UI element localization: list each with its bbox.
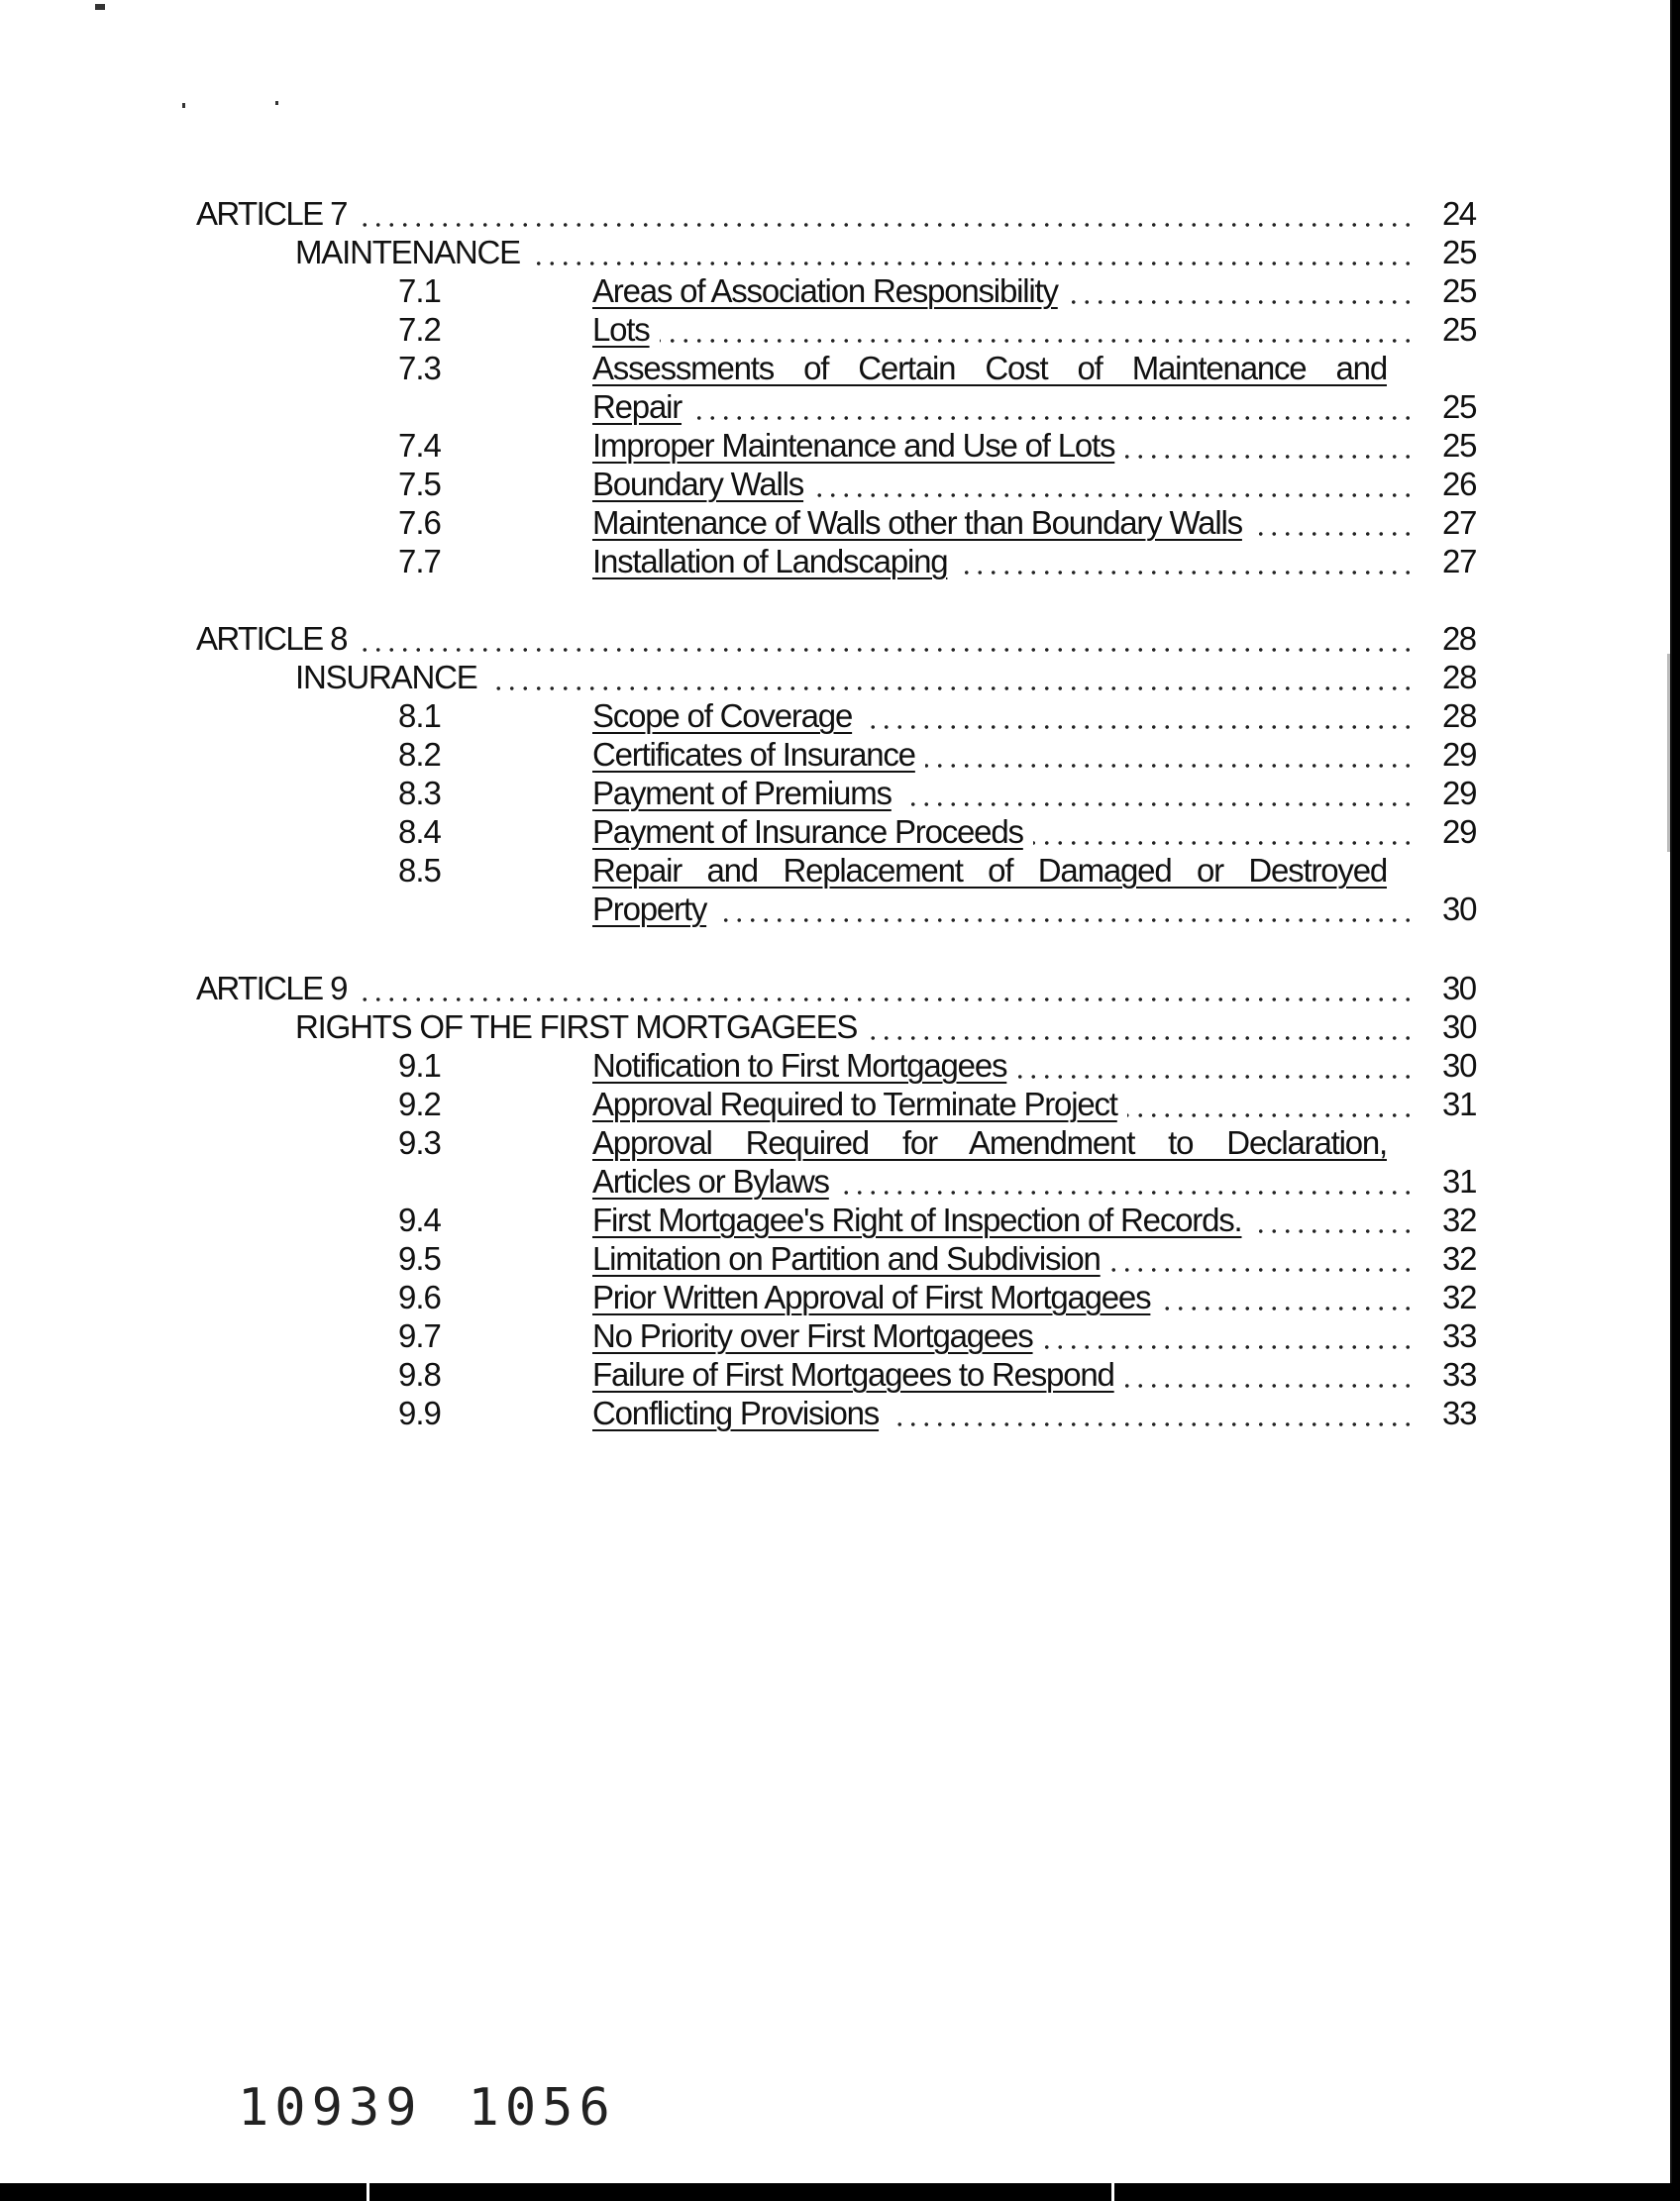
section-title-label: Approval Required to Terminate Project: [592, 1086, 1117, 1122]
page-number: 27: [1442, 504, 1477, 541]
section-title-continued: [592, 1162, 1506, 1202]
section-title-label: Assessments of Certain Cost of Maintenance and: [592, 350, 1387, 386]
section-title-continued-label: Property: [592, 891, 707, 927]
dot-leader: [1068, 299, 1415, 305]
section-number: 9.4: [398, 1202, 441, 1238]
file-code-right: 1056: [468, 2078, 616, 2138]
section-title: [592, 735, 1506, 775]
dot-leader: [901, 801, 1415, 807]
article-heading: [196, 969, 1506, 1008]
article-heading: [196, 194, 1506, 234]
dot-leader: [813, 492, 1415, 498]
section-title: [592, 1278, 1506, 1317]
page-number: 29: [1442, 775, 1477, 811]
page-number: 28: [1442, 659, 1477, 695]
page-number: 32: [1442, 1240, 1477, 1277]
scan-tick: [1111, 2183, 1114, 2201]
dot-leader: [1110, 1267, 1415, 1273]
dot-leader: [530, 261, 1415, 266]
section-title: [592, 349, 1387, 388]
section-number: 9.7: [398, 1317, 441, 1354]
dot-leader: [1252, 531, 1415, 537]
article-title-label: RIGHTS OF THE FIRST MORTGAGEES: [295, 1008, 858, 1045]
page-number: 33: [1442, 1356, 1477, 1393]
section-number: 9.9: [398, 1395, 441, 1431]
section-number: 9.3: [398, 1124, 441, 1161]
page-number: 32: [1442, 1279, 1477, 1315]
file-code-left: 10939: [238, 2078, 423, 2138]
page-number: 27: [1442, 543, 1477, 579]
page-number: 25: [1442, 234, 1477, 270]
page-number: 24: [1442, 195, 1476, 232]
section-number: 9.1: [398, 1047, 441, 1084]
section-title: [592, 1355, 1506, 1395]
article-title: [295, 658, 1506, 697]
page-number: 25: [1442, 427, 1477, 464]
section-title: [592, 851, 1387, 891]
dot-leader: [867, 1035, 1415, 1041]
dot-leader: [889, 1421, 1415, 1427]
section-title-label: Failure of First Mortgagees to Respond: [592, 1356, 1114, 1393]
section-number: 8.4: [398, 813, 441, 850]
section-title: [592, 1394, 1506, 1433]
page-number: 31: [1442, 1163, 1477, 1200]
section-number: 8.2: [398, 736, 441, 773]
page-number: 28: [1442, 620, 1476, 657]
section-title-label: Maintenance of Walls other than Boundary Walls: [592, 504, 1242, 541]
article-title-label: INSURANCE: [295, 659, 477, 695]
article-title-label: MAINTENANCE: [295, 234, 520, 270]
section-number: 8.1: [398, 697, 441, 734]
article-heading-label: ARTICLE 8: [196, 620, 347, 657]
dot-leader: [862, 724, 1415, 730]
page-number: 33: [1442, 1395, 1477, 1431]
page-number: 32: [1442, 1202, 1477, 1238]
dot-leader: [1160, 1306, 1415, 1311]
page-number: 33: [1442, 1317, 1477, 1354]
section-title-continued-label: Articles or Bylaws: [592, 1163, 829, 1200]
section-title-label: Certificates of Insurance: [592, 736, 915, 773]
section-title-label: Lots: [592, 311, 650, 348]
page-number: 30: [1442, 1047, 1477, 1084]
section-title: [592, 774, 1506, 813]
section-title-label: Areas of Association Responsibility: [592, 272, 1058, 309]
dot-leader: [660, 338, 1415, 344]
dot-leader: [357, 996, 1415, 1002]
dot-leader: [691, 415, 1415, 421]
dot-leader: [1252, 1228, 1415, 1234]
document-file-number: [238, 2078, 616, 2138]
dot-leader: [839, 1190, 1415, 1196]
dot-leader: [357, 647, 1415, 653]
page-number: 30: [1442, 891, 1477, 927]
section-title-label: Payment of Insurance Proceeds: [592, 813, 1023, 850]
dot-leader: [957, 570, 1415, 576]
section-title-label: Notification to First Mortgagees: [592, 1047, 1007, 1084]
dot-leader: [1124, 454, 1415, 460]
section-number: 7.7: [398, 543, 441, 579]
section-title: [592, 542, 1506, 581]
section-title: [592, 812, 1506, 852]
section-title: [592, 1201, 1506, 1240]
page-number: 25: [1442, 272, 1477, 309]
section-title-continued-label: Repair: [592, 388, 682, 425]
section-title-label: Improper Maintenance and Use of Lots: [592, 427, 1115, 464]
section-number: 8.5: [398, 852, 441, 889]
section-number: 9.2: [398, 1086, 441, 1122]
section-number: 7.5: [398, 466, 441, 502]
page-number: 29: [1442, 736, 1477, 773]
section-title-continued: [592, 890, 1506, 929]
article-heading: [196, 619, 1506, 659]
section-title: [592, 1046, 1506, 1086]
section-number: 7.3: [398, 350, 441, 386]
dot-leader: [1043, 1344, 1415, 1350]
page-number: 30: [1442, 1008, 1477, 1045]
section-number: 7.1: [398, 272, 441, 309]
page-number: 25: [1442, 311, 1477, 348]
scan-border: [0, 2183, 1680, 2201]
section-number: 7.4: [398, 427, 441, 464]
section-title: [592, 1123, 1387, 1163]
page-number: 26: [1442, 466, 1477, 502]
section-number: 8.3: [398, 775, 441, 811]
section-number: 9.8: [398, 1356, 441, 1393]
page-number: 30: [1442, 970, 1476, 1006]
section-number: 9.5: [398, 1240, 441, 1277]
dot-leader: [487, 685, 1415, 691]
page-number: 31: [1442, 1086, 1477, 1122]
section-title-label: Approval Required for Amendment to Declaration,: [592, 1124, 1387, 1161]
section-title: [592, 426, 1506, 466]
section-title-label: No Priority over First Mortgagees: [592, 1317, 1033, 1354]
section-title: [592, 310, 1506, 350]
article-title: [295, 1007, 1506, 1047]
section-title: [592, 1316, 1506, 1356]
section-title-label: Scope of Coverage: [592, 697, 853, 734]
section-title-label: Repair and Replacement of Damaged or Destroyed: [592, 852, 1387, 889]
section-title: [592, 465, 1506, 504]
scan-tick: [367, 2183, 369, 2201]
page-number: 29: [1442, 813, 1477, 850]
dot-leader: [1127, 1112, 1415, 1118]
section-title-continued: [592, 387, 1506, 427]
dot-leader: [925, 763, 1415, 769]
section-title-label: Payment of Premiums: [592, 775, 892, 811]
page-number: 28: [1442, 697, 1477, 734]
section-title-label: Installation of Landscaping: [592, 543, 948, 579]
section-title: [592, 1239, 1506, 1279]
dot-leader: [1033, 840, 1415, 846]
dot-leader: [1124, 1383, 1415, 1389]
section-title-label: Prior Written Approval of First Mortgagees: [592, 1279, 1151, 1315]
section-number: 9.6: [398, 1279, 441, 1315]
section-title-label: First Mortgagee's Right of Inspection of Records.: [592, 1202, 1242, 1238]
page-number: 25: [1442, 388, 1477, 425]
section-title: [592, 696, 1506, 736]
article-heading-label: ARTICLE 7: [196, 195, 347, 232]
section-title-label: Boundary Walls: [592, 466, 804, 502]
section-title-label: Limitation on Partition and Subdivision: [592, 1240, 1101, 1277]
section-title: [592, 271, 1506, 311]
section-title-label: Conflicting Provisions: [592, 1395, 880, 1431]
dot-leader: [716, 917, 1415, 923]
dot-leader: [1016, 1074, 1415, 1080]
article-heading-label: ARTICLE 9: [196, 970, 347, 1006]
section-title: [592, 503, 1506, 543]
section-number: 7.6: [398, 504, 441, 541]
dot-leader: [357, 222, 1415, 228]
article-title: [295, 233, 1506, 272]
section-number: 7.2: [398, 311, 441, 348]
section-title: [592, 1085, 1506, 1124]
